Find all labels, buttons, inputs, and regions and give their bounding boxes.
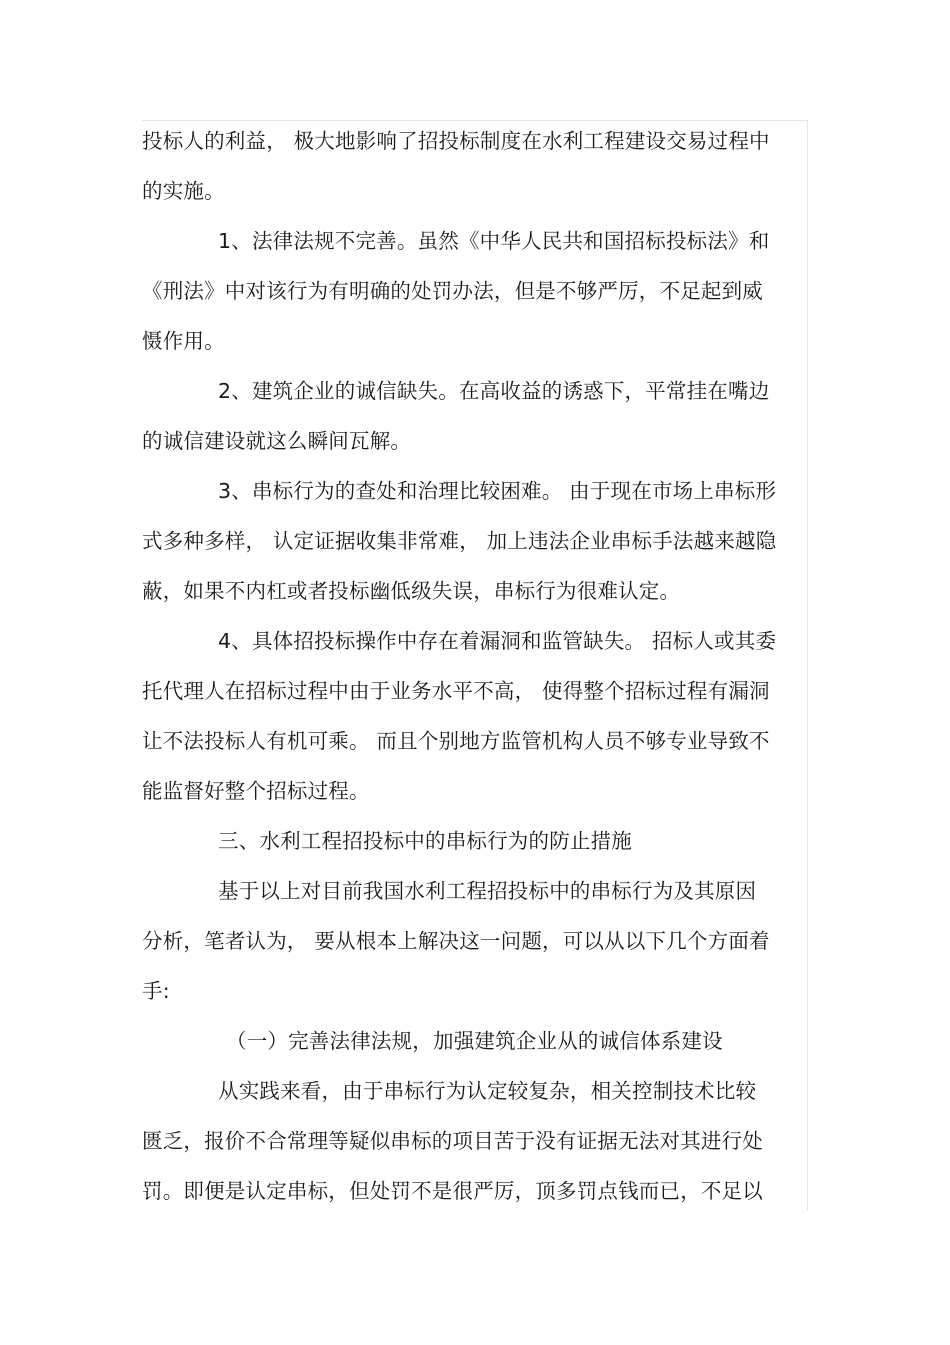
body-text-line: 托代理人在招标过程中由于业务水平不高， 使得整个招标过程有漏洞 — [142, 679, 770, 703]
paragraph-1-line: 1、法律法规不完善。虽然《中华人民共和国招标投标法》和 — [218, 229, 770, 253]
paragraph-practice-line: 从实践来看，由于串标行为认定较复杂，相关控制技术比较 — [218, 1079, 757, 1103]
body-text-line: 能监督好整个招标过程。 — [142, 779, 370, 803]
section-heading: 三、水利工程招投标中的串标行为的防止措施 — [218, 829, 632, 853]
body-text-line: 的实施。 — [142, 179, 225, 203]
subsection-heading: （一）完善法律法规，加强建筑企业从的诚信体系建设 — [226, 1029, 723, 1053]
body-text-line: 罚。即便是认定串标，但处罚不是很严厉，顶多罚点钱而已，不足以 — [142, 1179, 763, 1203]
body-text-line: 慑作用。 — [142, 329, 225, 353]
body-text-line: 手: — [142, 979, 170, 1003]
body-text-line: 蔽，如果不内杠或者投标幽低级失误，串标行为很难认定。 — [142, 579, 681, 603]
body-text-line: 投标人的利益， 极大地影响了招投标制度在水利工程建设交易过程中 — [142, 129, 770, 153]
paragraph-4-line: 4、具体招投标操作中存在着漏洞和监管缺失。 招标人或其委 — [218, 629, 777, 653]
paragraph-intro-line: 基于以上对目前我国水利工程招投标中的串标行为及其原因 — [218, 879, 757, 903]
paragraph-3-line: 3、串标行为的查处和治理比较困难。 由于现在市场上串标形 — [218, 479, 777, 503]
paragraph-2-line: 2、建筑企业的诚信缺失。在高收益的诱惑下，平常挂在嘴边 — [218, 379, 770, 403]
body-text-line: 《刑法》中对该行为有明确的处罚办法，但是不够严厉，不足起到威 — [142, 279, 763, 303]
body-text-line: 让不法投标人有机可乘。 而且个别地方监管机构人员不够专业导致不 — [142, 729, 770, 753]
body-text-line: 的诚信建设就这么瞬间瓦解。 — [142, 429, 412, 453]
body-text-line: 分析，笔者认为， 要从根本上解决这一问题，可以从以下几个方面着 — [142, 929, 770, 953]
body-text-line: 式多种多样， 认定证据收集非常难， 加上违法企业串标手法越来越隐 — [142, 529, 777, 553]
body-text-line: 匮乏，报价不合常理等疑似串标的项目苦于没有证据无法对其进行处 — [142, 1129, 763, 1153]
